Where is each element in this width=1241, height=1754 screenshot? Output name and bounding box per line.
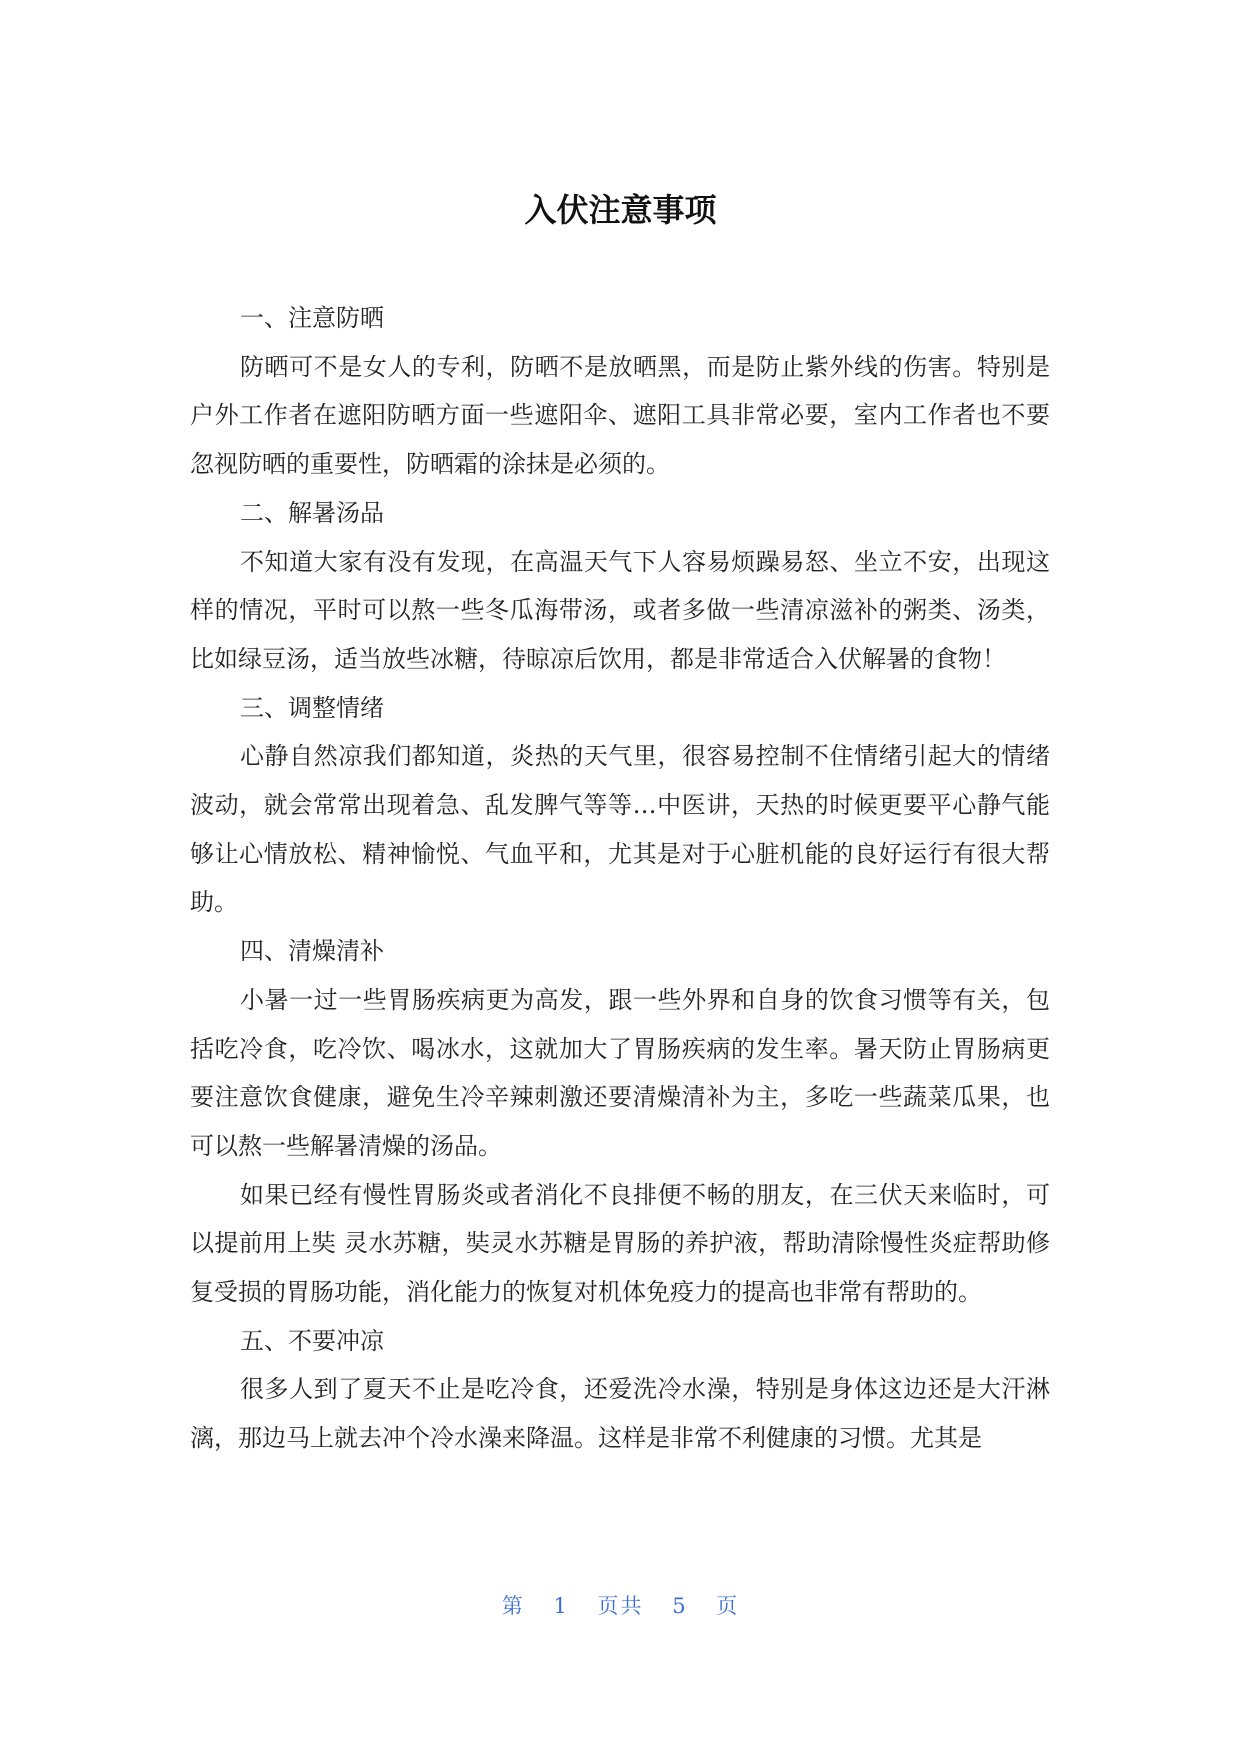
paragraph: 小暑一过一些胃肠疾病更为高发，跟一些外界和自身的饮食习惯等有关，包括吃冷食，吃冷饮、喝冰水，这就加大了胃肠疾病的发生率。暑天防止胃肠病更要注意饮食健康，避免生冷辛辣刺激还要清燥清补为主，多吃一些蔬菜瓜果，也可以熬一些解暑清燥的汤品。 [190,985,1050,1160]
page-label-prefix: 第 [501,1594,525,1618]
paragraph: 很多人到了夏天不止是吃冷食，还爱洗冷水澡，特别是身体这边还是大汗淋漓，那边马上就去冲个冷水澡来降温。这样是非常不利健康的习惯。尤其是 [190,1375,1050,1453]
section-heading-2: 二、解暑汤品 [240,498,384,527]
section-heading-4: 四、清燥清补 [240,937,384,966]
current-page-number: 1 [553,1594,569,1618]
page-title: 入伏注意事项 [524,191,717,229]
total-pages-number: 5 [672,1594,688,1618]
paragraph: 心静自然凉我们都知道，炎热的天气里，很容易控制不住情绪引起大的情绪波动，就会常常出现着急、乱发脾气等等…中医讲，天热的时候更要平心静气能够让心情放松、精神愉悦、气血平和，尤其是对于心脏机能的良好运行有很大帮助。 [190,742,1050,917]
page-label-mid: 页共 [597,1594,644,1618]
page-label-suffix: 页 [716,1594,740,1618]
section-heading-3: 三、调整情绪 [240,693,384,722]
paragraph: 不知道大家有没有发现，在高温天气下人容易烦躁易怒、坐立不安，出现这样的情况，平时可以熬一些冬瓜海带汤，或者多做一些清凉滋补的粥类、汤类，比如绿豆汤，适当放些冰糖，待晾凉后饮用，都是非常适合入伏解暑的食物！ [190,547,1050,673]
paragraph: 防晒可不是女人的专利，防晒不是放晒黑，而是防止紫外线的伤害。特别是户外工作者在遮阳防晒方面一些遮阳伞、遮阳工具非常必要，室内工作者也不要忽视防晒的重要性，防晒霜的涂抹是必须的。 [190,352,1050,479]
page-footer [0,1590,1241,1622]
document-body [190,294,1050,1463]
section-heading-5: 五、不要冲凉 [240,1326,384,1355]
paragraph: 如果已经有慢性胃肠炎或者消化不良排便不畅的朋友，在三伏天来临时，可以提前用上奘 灵水苏糖，奘灵水苏糖是胃肠的养护液，帮助清除慢性炎症帮助修复受损的胃肠功能，消化能力的恢复对机体免疫力的提高也非常有帮助的。 [190,1180,1050,1307]
section-heading-1: 一、注意防晒 [240,304,384,332]
